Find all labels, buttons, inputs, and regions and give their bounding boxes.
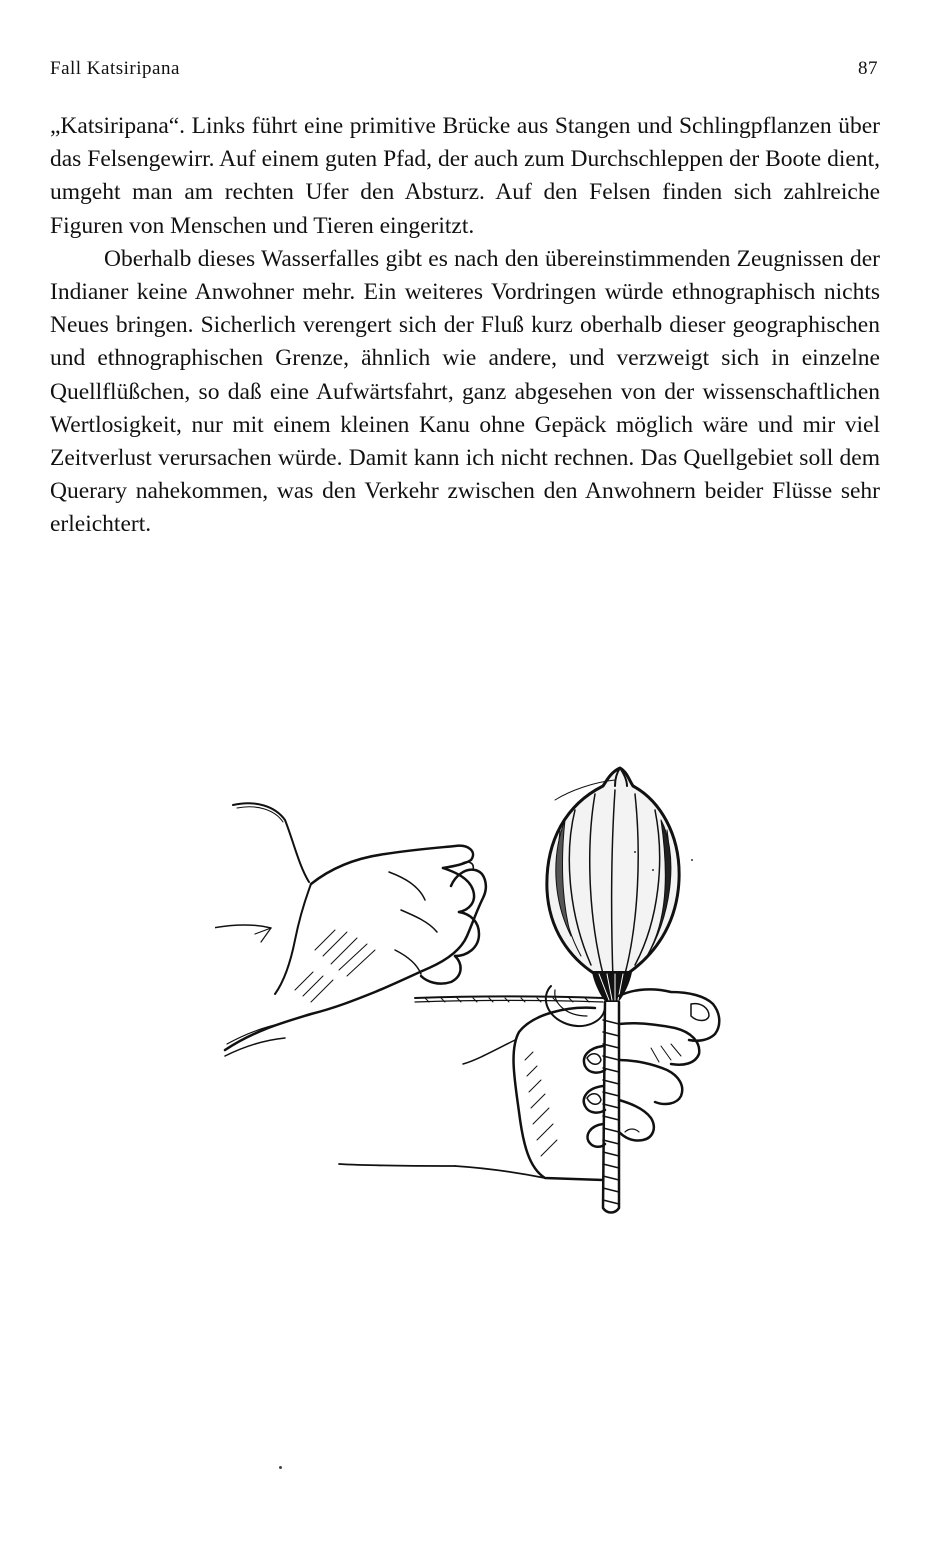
paragraph: „Katsiripana“. Links führt eine primitive Brücke aus Stangen und Schlingpflanzen über das Felsengewirr. Auf einem guten Pfad, der auch zum Durchschleppen der Boote dient, umgeht man am rechten Ufer den Absturz. Auf den Felsen finden sich zahlreiche Figuren von Menschen und Tieren eingeritzt.: [50, 113, 880, 239]
left-hand: [215, 846, 486, 1056]
right-hand: [339, 989, 719, 1180]
page-number: 87: [858, 58, 878, 79]
paragraph: Oberhalb dieses Wasserfalles gibt es nach den übereinstimmenden Zeugnissen der Indianer keine Anwohner mehr. Ein weiteres Vordringen würde ethnographisch nichts Neues bringen. Sicherlich verengert sich der Fluß kurz oberhalb dieser geographischen und ethnographischen Grenze, ähnlich wie andere, und verzweigt sich in einzelne Quellflüßchen, so daß eine Aufwärtsfahrt, ganz abgesehen von der wissenschaftlichen Wertlosigkeit, nur mit einem kleinen Kanu ohne Gepäck möglich wäre und mir viel Zeitverlust verursachen würde. Damit kann ich nicht rechnen. Das Quellgebiet soll dem Querary nahekommen, was den Verkehr zwischen den Anwohnern beider Flüsse sehr erleichtert.: [50, 245, 880, 538]
body-text: [50, 110, 880, 542]
string: [233, 803, 605, 1026]
gourd-rattle: [547, 768, 679, 1002]
running-header: [50, 58, 878, 80]
ink-speck: [279, 1466, 282, 1469]
illustration-hands-with-rattle: [215, 760, 745, 1220]
running-title: Fall Katsiripana: [50, 58, 180, 79]
rattle-handle: [603, 1002, 619, 1213]
